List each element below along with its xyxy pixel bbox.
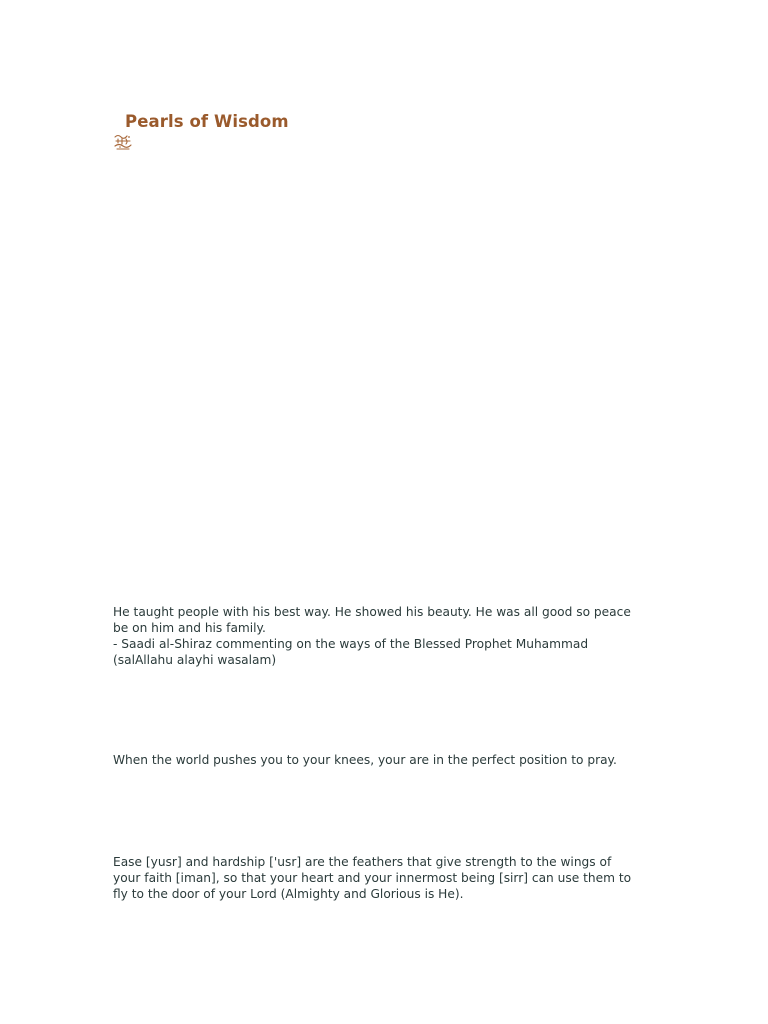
quote-line: your faith [iman], so that your heart and your innermost being [sirr] can use them to <box>113 871 632 885</box>
quote-line: fly to the door of your Lord (Almighty and Glorious is He). <box>113 887 464 901</box>
quote-attribution: - Saadi al-Shiraz commenting on the ways of the Blessed Prophet Muhammad <box>113 637 589 651</box>
quote-line: be on him and his family. <box>113 621 266 635</box>
quote-block <box>113 854 673 902</box>
salawat-calligraphy-icon <box>113 133 133 151</box>
quote-line: Ease [yusr] and hardship ['usr] are the feathers that give strength to the wings of <box>113 855 612 869</box>
quote-block <box>113 752 673 768</box>
quote-line: When the world pushes you to your knees, your are in the perfect position to pray. <box>113 753 617 767</box>
page-title: Pearls of Wisdom <box>125 112 289 131</box>
quote-attribution: (salAllahu alayhi wasalam) <box>113 653 277 667</box>
quote-block <box>113 604 673 668</box>
quote-line: He taught people with his best way. He showed his beauty. He was all good so peace <box>113 605 631 619</box>
